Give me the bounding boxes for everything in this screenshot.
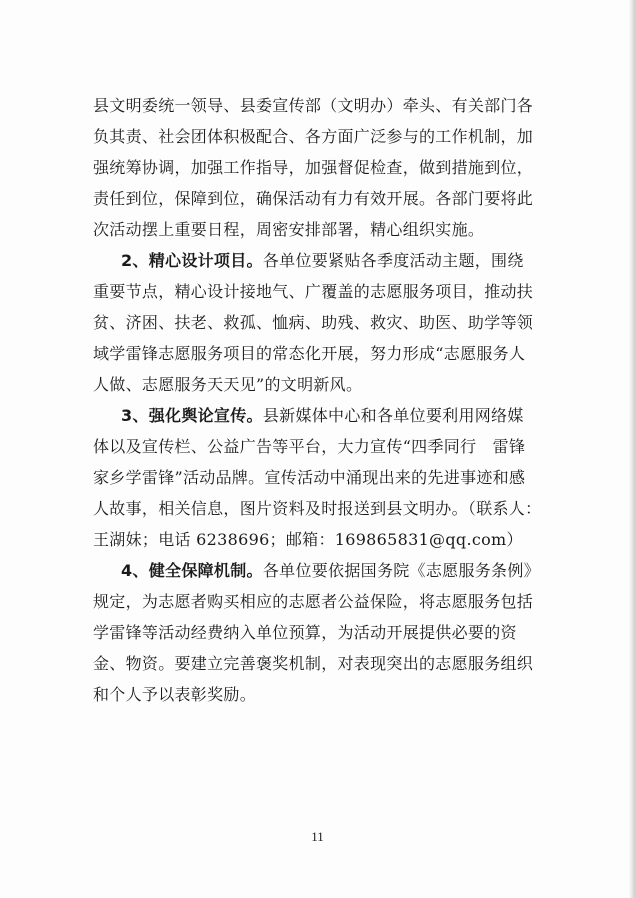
item-text: 县新媒体中心和各单位要利用网络媒	[262, 406, 524, 425]
text-line: 域学雷锋志愿服务项目的常态化开展，努力形成“志愿服务人	[93, 344, 526, 363]
text-line: 和个人予以表彰奖励。	[93, 685, 257, 704]
document-body	[93, 90, 553, 710]
item-heading: 3、强化舆论宣传。	[121, 406, 263, 425]
text-line: 体以及宣传栏、公益广告等平台，大力宣传“四季同行 雷锋	[93, 437, 526, 456]
item-first-line	[93, 555, 553, 586]
text-line: 负其责、社会团体积极配合、各方面广泛参与的工作机制，加	[93, 127, 534, 146]
item-first-line	[93, 245, 553, 276]
text-line: 金、物资。要建立完善褒奖机制，对表现突出的志愿服务组织	[93, 654, 534, 673]
text-line: 家乡学雷锋”活动品牌。宣传活动中涌现出来的先进事迹和感	[93, 468, 526, 487]
text-line: 人故事，相关信息，图片资料及时报送到县文明办。（联系人：	[93, 499, 542, 518]
text-line: 人做、志愿服务天天见”的文明新风。	[93, 375, 363, 394]
item-heading: 4、健全保障机制。	[121, 561, 263, 580]
text-line: 县文明委统一领导、县委宣传部（文明办）牵头、有关部门各	[93, 96, 534, 115]
page-number: 11	[311, 829, 324, 844]
text-line: 责任到位，保障到位，确保活动有力有效开展。各部门要将此	[93, 189, 534, 208]
text-line: 次活动摆上重要日程，周密安排部署，精心组织实施。	[93, 220, 485, 239]
item-text: 各单位要紧贴各季度活动主题，围绕	[262, 251, 524, 270]
text-line: 重要节点，精心设计接地气、广覆盖的志愿服务项目，推动扶	[93, 282, 534, 301]
item-text: 各单位要依据国务院《志愿服务条例》	[262, 561, 540, 580]
text-line: 规定，为志愿者购买相应的志愿者公益保险，将志愿服务包括	[93, 592, 534, 611]
text-line: 王湖妹；电话 6238696；邮箱：169865831@qq.com）	[93, 530, 523, 549]
page-edge-shadow	[629, 0, 635, 898]
text-line: 学雷锋等活动经费纳入单位预算，为活动开展提供必要的资	[93, 623, 517, 642]
item-heading: 2、精心设计项目。	[121, 251, 263, 270]
item-first-line	[93, 400, 553, 431]
text-line: 贫、济困、扶老、救孤、恤病、助残、救灾、助医、助学等领	[93, 313, 534, 332]
text-line: 强统筹协调，加强工作指导，加强督促检查，做到措施到位，	[93, 158, 534, 177]
